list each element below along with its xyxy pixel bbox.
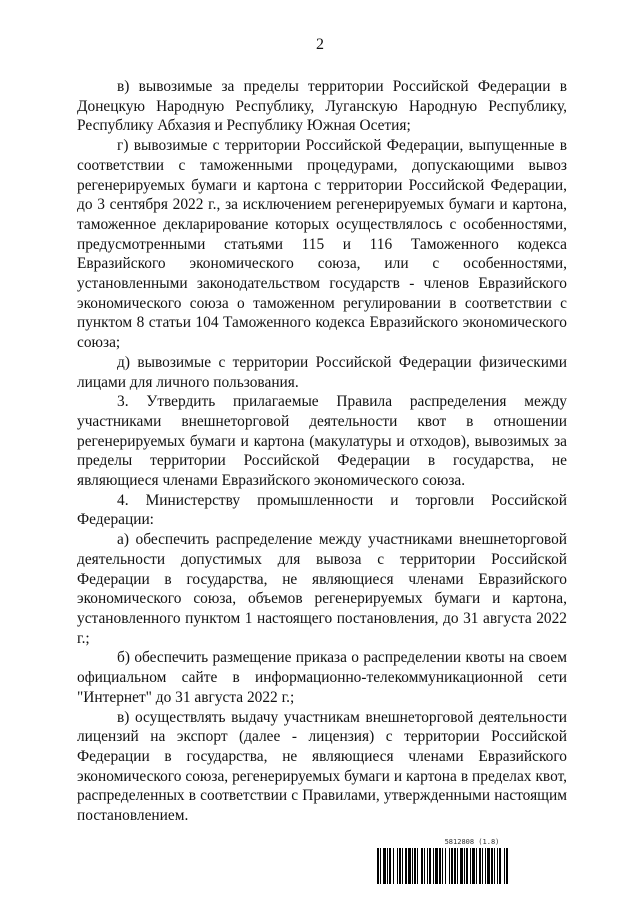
paragraph-v: в) вывозимые за пределы территории Российской Федерации в Донецкую Народную Республику, Луганскую Народную Республику, Республику Абхазия и Республику Южная Осетия; xyxy=(77,78,567,135)
paragraph-4b: б) обеспечить размещение приказа о распределении квоты на своем официальном сайте в информационно-телекоммуникационной сети "Интернет" до 31 августа 2022 г.; xyxy=(77,649,567,706)
paragraph-g: г) вывозимые с территории Российской Федерации, выпущенные в соответствии с таможенными процедурами, допускающими вывоз регенерируемых бумаги и картона с территории Российской Федерации, до 3 сентября 2022 г., за исключением регенерируемых бумаги и картона, таможенное декларирование которых осуществлялось с особенностями, предусмотренными статьями 115 и 116 Таможенного кодекса Евразийского экономического союза, или с особенностями, установленными законодательством государств - членов Евразийского экономического союза о таможенном регулировании в соответствии с пунктом 8 статьи 104 Таможенного кодекса Евразийского экономического союза; xyxy=(77,137,567,352)
paragraph-4a: а) обеспечить распределение между участниками внешнеторговой деятельности допустимых для вывоза с территории Российской Федерации в государства, не являющиеся членами Евразийского экономического союза, объемов регенерируемых бумаги и картона, установленного пунктом 1 настоящего постановления, до 31 августа 2022 г.; xyxy=(77,531,567,647)
paragraph-4: 4. Министерству промышленности и торговли Российской Федерации: xyxy=(77,491,567,529)
document-body xyxy=(77,77,567,826)
barcode-block xyxy=(377,838,567,886)
barcode-id: 5812808 (1.8) xyxy=(444,838,500,846)
paragraph-d: д) вывозимые с территории Российской Федерации физическими лицами для личного пользования. xyxy=(77,353,567,391)
paragraph-4v: в) осуществлять выдачу участникам внешнеторговой деятельности лицензий на экспорт (далее - лицензия) с территории Российской Федерации в государства, не являющиеся членами Евразийского экономического союза, регенерируемых бумаги и картона в пределах квот, распределенных в соответствии с Правилами, утвержденными настоящим постановлением. xyxy=(77,708,567,825)
page-number: 2 xyxy=(316,36,324,53)
paragraph-3: 3. Утвердить прилагаемые Правила распределения между участниками внешнеторговой деятельности квот в отношении регенерируемых бумаги и картона (макулатуры и отходов), вывозимых за пределы территории Российской Федерации в государства, не являющиеся членами Евразийского экономического союза. xyxy=(77,393,567,490)
barcode xyxy=(377,848,567,884)
